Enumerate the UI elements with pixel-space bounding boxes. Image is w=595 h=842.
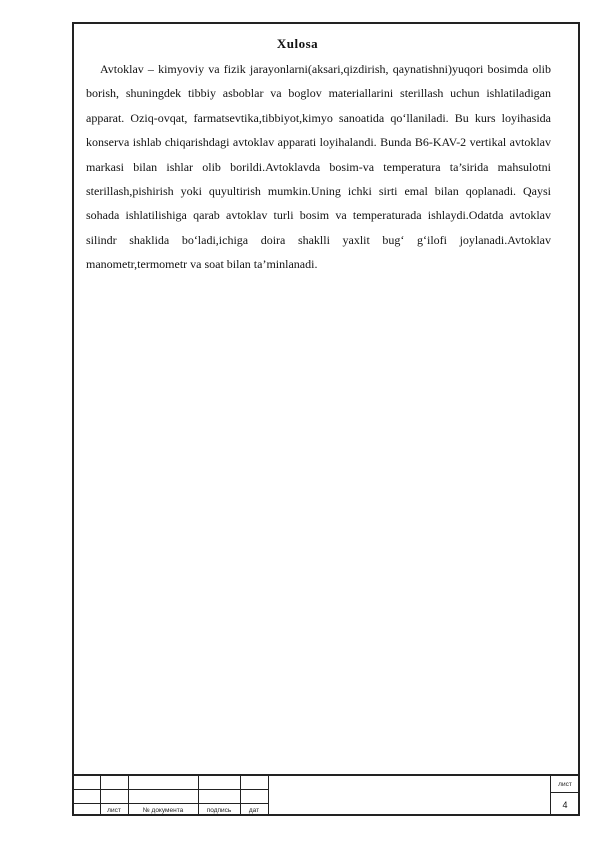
- stamp-label-date: дат: [248, 807, 260, 814]
- stamp-row-line: [72, 803, 268, 804]
- paragraph-text: Avtoklav – kimyoviy va fizik jarayonlarni(aksari,qizdirish, qaynatishni)yuqori bosimda olib borish, shuningdek tibbiy asboblar va boglov materiallarini sterillash uchun ishlatiladigan apparat. Oziq-ovqat, farmatsevtika,tibbiyot,kimyo sanoatida qo‘llaniladi. Bu kurs loyihasida konserva ishlab chiqarishdagi avtoklav apparati loyihalandi. Bunda B6-KAV-2 vertikal avtoklav markasi bilan ishlar olib borildi.Avtoklavda bosim-va temperatura ta’sirida mahsulotni sterillash,pishirish yoki quyultirish mumkin.Uning ichki sirti emal bilan qoplanadi. Qaysi sohada ishlatilishiga qarab avtoklav turli bosim va temperaturada ishlaydi.Odatda avtoklav silindr shaklida bo‘ladi,ichiga doira shaklli yaxlit bug‘ g‘ilofi joylanadi.Avtoklav manometr,termometr va soat bilan ta’minlanadi.: [86, 62, 551, 272]
- title-block: [72, 774, 580, 816]
- stamp-label-signature: подпись: [206, 807, 232, 814]
- page-title: Xulosa: [276, 36, 319, 51]
- sheet-label: лист: [558, 781, 572, 788]
- stamp-label-doc-number: № документа: [142, 807, 184, 814]
- sheet-cell-line: [550, 792, 580, 793]
- stamp-row-line: [72, 789, 268, 790]
- stamp-label-list: лист: [107, 807, 121, 814]
- sheet-number: 4: [562, 800, 568, 810]
- body-paragraph: [86, 57, 551, 277]
- stamp-divider: [268, 776, 269, 816]
